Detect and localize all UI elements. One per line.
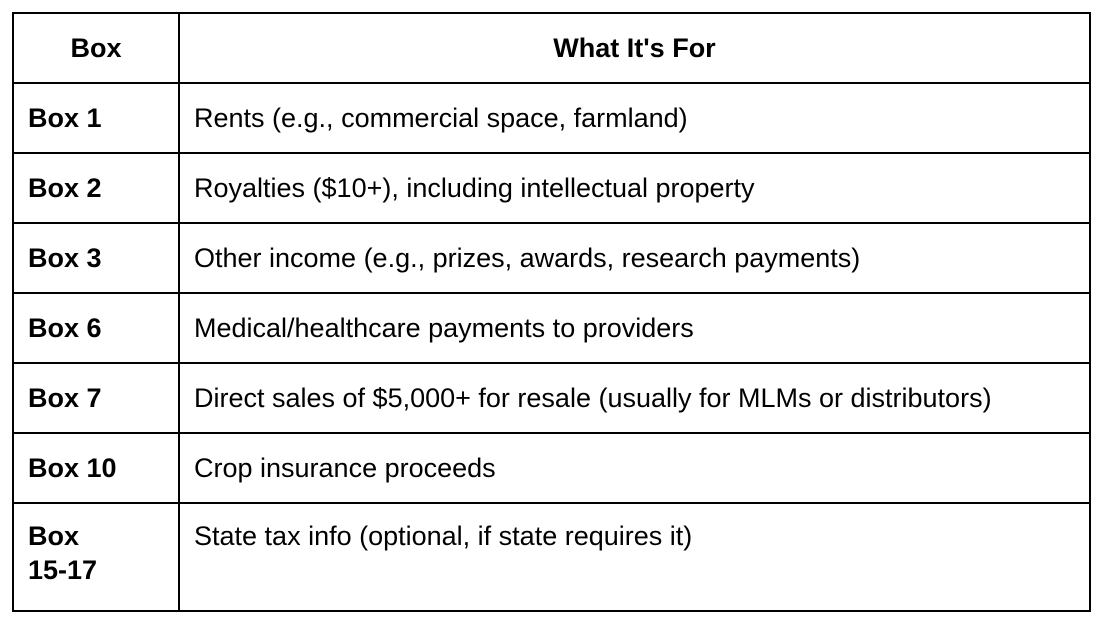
purpose-cell: Crop insurance proceeds	[179, 433, 1090, 503]
table-row	[13, 223, 1090, 293]
purpose-cell: Rents (e.g., commercial space, farmland)	[179, 83, 1090, 153]
box-cell: Box 1	[13, 83, 179, 153]
box-cell: Box 2	[13, 153, 179, 223]
box-cell: Box 3	[13, 223, 179, 293]
box-cell: Box 15-17	[13, 503, 179, 611]
purpose-cell: Other income (e.g., prizes, awards, research payments)	[179, 223, 1090, 293]
table-row	[13, 363, 1090, 433]
boxes-table	[12, 12, 1091, 612]
table-row	[13, 83, 1090, 153]
purpose-cell: Royalties ($10+), including intellectual property	[179, 153, 1090, 223]
table-row	[13, 293, 1090, 363]
header-box: Box	[13, 13, 179, 83]
box-cell: Box 7	[13, 363, 179, 433]
box-cell: Box 10	[13, 433, 179, 503]
table-row	[13, 503, 1090, 611]
table-row	[13, 153, 1090, 223]
header-purpose: What It's For	[179, 13, 1090, 83]
purpose-cell: State tax info (optional, if state requires it)	[179, 503, 1090, 611]
table-header-row	[13, 13, 1090, 83]
purpose-cell: Medical/healthcare payments to providers	[179, 293, 1090, 363]
purpose-cell: Direct sales of $5,000+ for resale (usually for MLMs or distributors)	[179, 363, 1090, 433]
box-cell: Box 6	[13, 293, 179, 363]
table-row	[13, 433, 1090, 503]
